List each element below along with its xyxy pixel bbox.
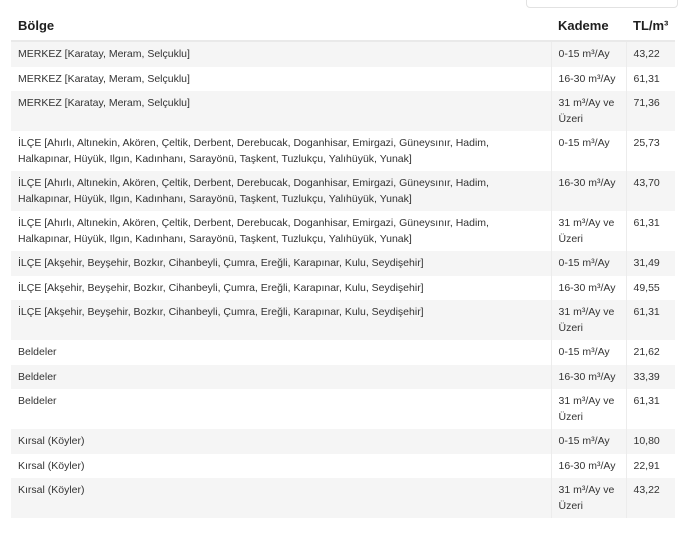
cell-bolge: Kırsal (Köyler) (11, 454, 551, 479)
cell-price: 31,49 (633, 257, 660, 269)
cell-bolge: Kırsal (Köyler) (11, 429, 551, 454)
cell-price: 49,55 (633, 281, 660, 294)
tariff-table-container (11, 10, 675, 518)
table-row (11, 300, 675, 340)
table-row (11, 67, 675, 92)
table-row (11, 211, 675, 251)
cell-bolge: İLÇE [Akşehir, Beyşehir, Bozkır, Cihanbeyli, Çumra, Ereğli, Karapınar, Kulu, Seydişehir] (11, 251, 551, 276)
header-kademe: Kademe (551, 10, 626, 41)
cell-kademe: 0-15 m³/Ay (551, 131, 626, 171)
cell-bolge: Beldeler (11, 365, 551, 390)
cell-bolge: İLÇE [Ahırlı, Altınekin, Akören, Çeltik, Derbent, Derebucak, Doganhisar, Emirgazi, Güneysınır, Hadim, Halkapınar, Hüyük, Ilgın, Kadınhanı, Sarayönü, Taşkent, Tuzlukçu, Yalıhüyük, Yunak] (11, 131, 551, 171)
cell-kademe: 31 m³/Ay ve Üzeri (551, 300, 626, 340)
table-row (11, 340, 675, 365)
cell-price: 21,62 (633, 346, 660, 358)
cell-price: 22,91 (633, 459, 660, 472)
cell-price: 33,39 (633, 370, 660, 383)
cell-price: 71,36 (633, 97, 660, 109)
cell-bolge: İLÇE [Ahırlı, Altınekin, Akören, Çeltik, Derbent, Derebucak, Doganhisar, Emirgazi, Güneysınır, Hadim, Halkapınar, Hüyük, Ilgın, Kadınhanı, Sarayönü, Taşkent, Tuzlukçu, Yalıhüyük, Yunak] (11, 171, 551, 211)
table-header (11, 10, 675, 41)
header-price: TL/m³ (626, 10, 675, 41)
cell-kademe: 16-30 m³/Ay (551, 67, 626, 92)
cell-kademe: 0-15 m³/Ay (551, 41, 626, 67)
cell-price: 43,70 (633, 177, 660, 189)
cell-kademe: 31 m³/Ay ve Üzeri (551, 91, 626, 131)
cell-price: 61,31 (633, 72, 660, 85)
top-search-box-edge[interactable] (526, 0, 678, 8)
table-row (11, 276, 675, 301)
cell-bolge: MERKEZ [Karatay, Meram, Selçuklu] (11, 41, 551, 67)
cell-kademe: 31 m³/Ay ve Üzeri (551, 478, 626, 518)
table-row (11, 429, 675, 454)
header-row (11, 10, 675, 41)
cell-bolge: Kırsal (Köyler) (11, 478, 551, 518)
cell-bolge: Beldeler (11, 340, 551, 365)
header-bolge: Bölge (11, 10, 551, 41)
cell-kademe: 0-15 m³/Ay (551, 251, 626, 276)
water-tariff-table (11, 10, 675, 518)
cell-price: 61,31 (633, 395, 660, 407)
cell-kademe: 31 m³/Ay ve Üzeri (551, 389, 626, 429)
table-body (11, 41, 675, 518)
cell-bolge: MERKEZ [Karatay, Meram, Selçuklu] (11, 67, 551, 92)
cell-price: 61,31 (633, 306, 660, 318)
cell-price: 25,73 (633, 137, 660, 149)
table-row (11, 389, 675, 429)
cell-price: 10,80 (633, 435, 660, 447)
cell-kademe: 0-15 m³/Ay (551, 340, 626, 365)
table-row (11, 91, 675, 131)
cell-price: 43,22 (633, 484, 660, 496)
table-row (11, 478, 675, 518)
cell-kademe: 16-30 m³/Ay (551, 276, 626, 301)
cell-bolge: MERKEZ [Karatay, Meram, Selçuklu] (11, 91, 551, 131)
cell-kademe: 16-30 m³/Ay (551, 454, 626, 479)
table-row (11, 454, 675, 479)
cell-kademe: 0-15 m³/Ay (551, 429, 626, 454)
cell-kademe: 16-30 m³/Ay (551, 171, 626, 211)
cell-bolge: İLÇE [Akşehir, Beyşehir, Bozkır, Cihanbeyli, Çumra, Ereğli, Karapınar, Kulu, Seydişehir] (11, 276, 551, 301)
table-row (11, 41, 675, 67)
table-row (11, 131, 675, 171)
cell-kademe: 16-30 m³/Ay (551, 365, 626, 390)
cell-kademe: 31 m³/Ay ve Üzeri (551, 211, 626, 251)
table-row (11, 365, 675, 390)
cell-bolge: Beldeler (11, 389, 551, 429)
cell-bolge: İLÇE [Ahırlı, Altınekin, Akören, Çeltik, Derbent, Derebucak, Doganhisar, Emirgazi, Güneysınır, Hadim, Halkapınar, Hüyük, Ilgın, Kadınhanı, Sarayönü, Taşkent, Tuzlukçu, Yalıhüyük, Yunak] (11, 211, 551, 251)
table-row (11, 171, 675, 211)
cell-price: 61,31 (633, 217, 660, 229)
table-row (11, 251, 675, 276)
cell-price: 43,22 (633, 48, 660, 60)
cell-bolge: İLÇE [Akşehir, Beyşehir, Bozkır, Cihanbeyli, Çumra, Ereğli, Karapınar, Kulu, Seydişehir] (11, 300, 551, 340)
